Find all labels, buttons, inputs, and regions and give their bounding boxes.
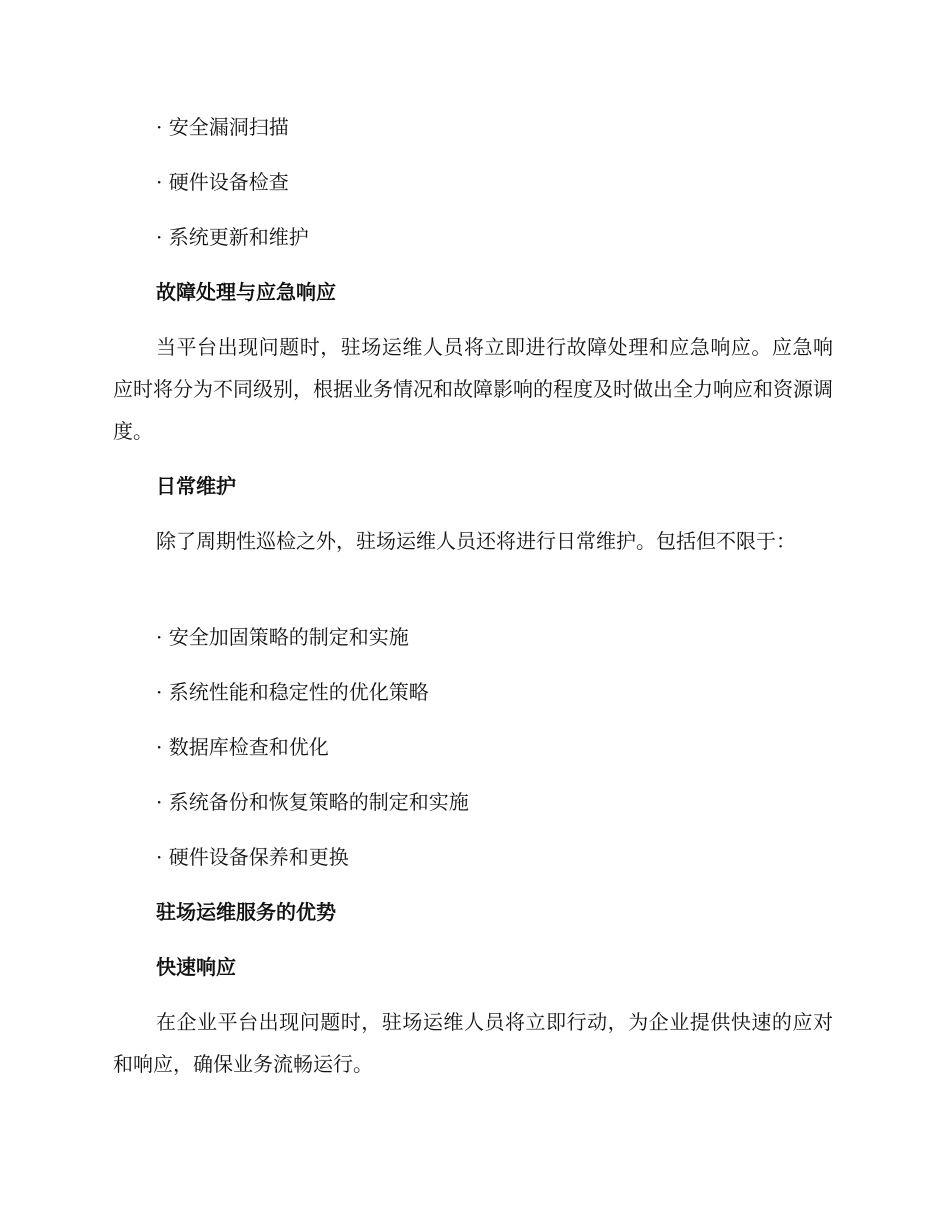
bullet-item: · 硬件设备保养和更换 (156, 845, 349, 869)
bullet-item: · 硬件设备检查 (156, 170, 289, 194)
bullet-item: · 安全加固策略的制定和实施 (156, 625, 409, 649)
bullet-item: · 安全漏洞扫描 (156, 115, 289, 139)
paragraph-fast: 在企业平台出现问题时，驻场运维人员将立即行动，为企业提供快速的应对和响应，确保业务流畅运行。 (113, 1010, 833, 1076)
section-heading-daily: 日常维护 (156, 474, 236, 498)
bullet-item: · 数据库检查和优化 (156, 735, 329, 759)
paragraph-fault: 当平台出现问题时，驻场运维人员将立即进行故障处理和应急响应。应急响应时将分为不同级别，根据业务情况和故障影响的程度及时做出全力响应和资源调度。 (113, 335, 833, 443)
bullet-item: · 系统备份和恢复策略的制定和实施 (156, 790, 469, 814)
section-heading-advantages: 驻场运维服务的优势 (156, 900, 336, 924)
bullet-item: · 系统更新和维护 (156, 225, 309, 249)
bullet-item: · 系统性能和稳定性的优化策略 (156, 680, 429, 704)
section-heading-fault: 故障处理与应急响应 (156, 280, 336, 304)
paragraph-daily: 除了周期性巡检之外，驻场运维人员还将进行日常维护。包括但不限于： (156, 529, 796, 553)
section-heading-fast: 快速响应 (156, 955, 236, 979)
